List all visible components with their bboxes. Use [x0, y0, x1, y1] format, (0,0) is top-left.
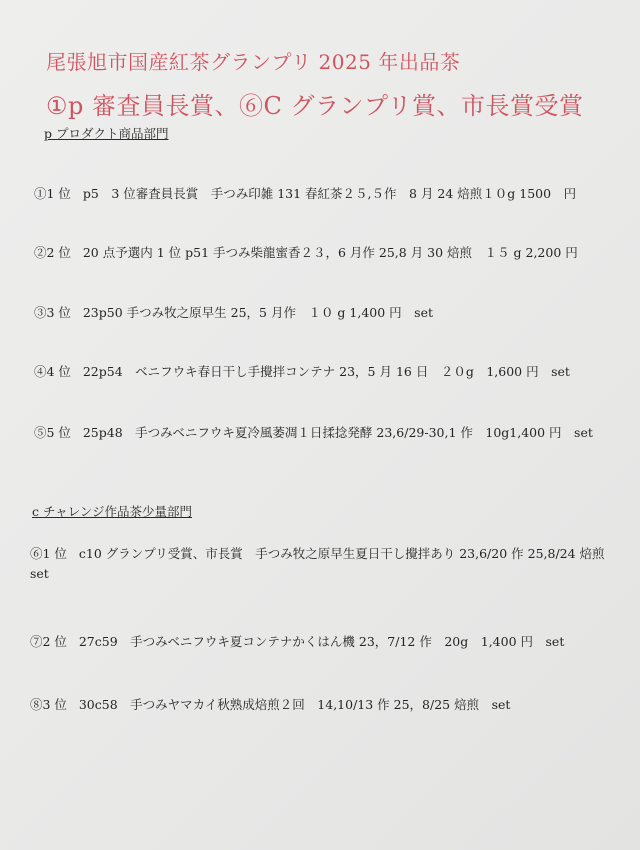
section-heading-challenge: c チャレンジ作品茶少量部門 [32, 504, 192, 519]
rank-label: ⑥1 位 [30, 546, 67, 561]
rank-label: ⑤5 位 [34, 425, 71, 440]
list-item [34, 362, 570, 380]
list-item [34, 243, 578, 261]
rank-label: ⑦2 位 [30, 634, 67, 649]
award-summary: ①p 審査員長賞、⑥C グランプリ賞、市長賞受賞 [46, 92, 584, 120]
list-item [34, 184, 576, 202]
rank-label: ①1 位 [34, 186, 71, 201]
document-title: 尾張旭市国産紅茶グランプリ 2025 年出品茶 [46, 50, 461, 74]
entry-text: 22p54 ベニフウキ春日干し手攪拌コンテナ 23，5 月 16 日 ２０g 1,600 円 set [82, 364, 570, 379]
entry-text: 30c58 手つみヤマカイ秋熟成焙煎２回 14,10/13 作 25，8/25 焙煎 set [78, 697, 511, 712]
rank-label: ⑧3 位 [30, 697, 67, 712]
rank-label: ④4 位 [34, 364, 71, 379]
list-item [30, 632, 564, 650]
list-item [34, 303, 433, 321]
entry-text: 23p50 手つみ牧之原早生 25，5 月作 １０ g 1,400 円 set [82, 305, 433, 320]
list-item [30, 544, 625, 584]
entry-text: p5 3 位審査員長賞 手つみ印雑 131 春紅茶２５,５作 8 月 24 焙煎１０g 1500 円 [82, 186, 577, 201]
section-heading-product: p プロダクト商品部門 [44, 126, 169, 141]
entry-text: 27c59 手つみベニフウキ夏コンテナかくはん機 23，7/12 作 20g 1,400 円 set [78, 634, 565, 649]
list-item [30, 695, 510, 713]
entry-text: c10 グランプリ受賞、市長賞 手つみ牧之原早生夏日干し攪拌あり 23,6/20 作 25,8/24 焙煎 set [30, 546, 605, 581]
rank-label: ②2 位 [34, 245, 71, 260]
list-item [34, 423, 593, 441]
entry-text: 20 点予選内 1 位 p51 手つみ柴龍蜜香２３，6 月作 25,8 月 30 焙煎 １５ g 2,200 円 [82, 245, 578, 260]
entry-text: 25p48 手つみベニフウキ夏冷風萎凋１日揉捻発酵 23,6/29-30,1 作 10g1,400 円 set [82, 425, 593, 440]
rank-label: ③3 位 [34, 305, 71, 320]
